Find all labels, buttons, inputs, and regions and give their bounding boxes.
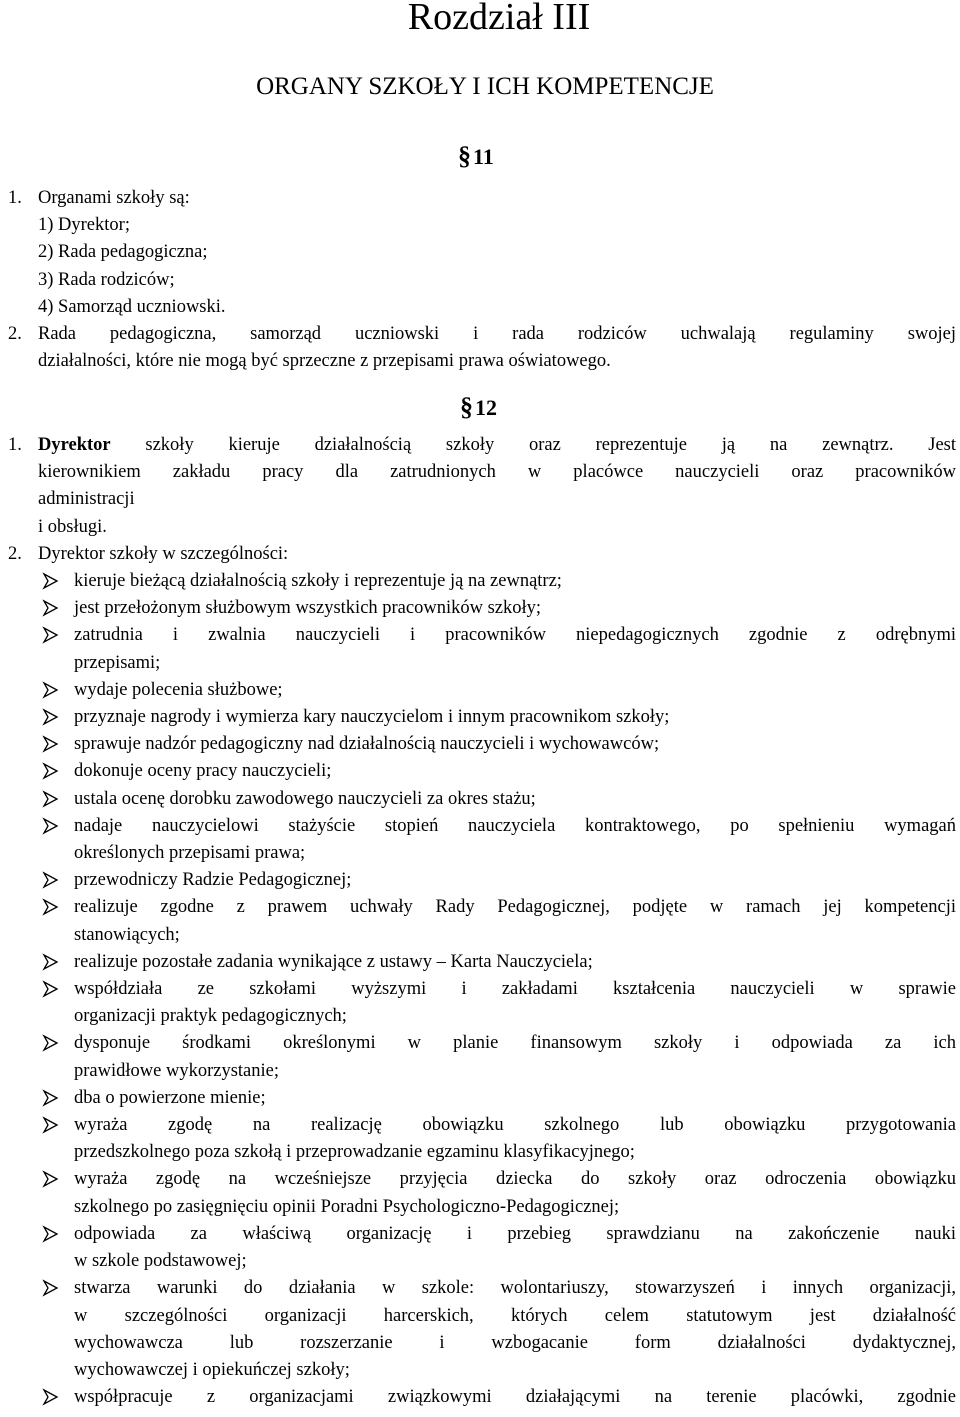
- bullet-line: dokonuje oceny pracy nauczycieli;: [74, 761, 332, 782]
- bullet-line: szkolnego po zasięgnięciu opinii Poradni Psychologiczno-Pedagogicznej;: [74, 1196, 620, 1217]
- list-item: [8, 595, 956, 622]
- bullet-line: określonych przepisami prawa;: [74, 843, 306, 864]
- list-item: [8, 704, 956, 731]
- bullet-line: odpowiada za właściwą organizację i przebieg sprawdzianu na zakończenie nauki: [74, 1223, 956, 1244]
- list-item: [8, 1221, 956, 1275]
- arrow-bullet-icon: [42, 762, 60, 780]
- arrow-bullet-icon: [42, 980, 60, 998]
- point-2: [8, 541, 956, 568]
- bullet-line: przedszkolnego poza szkołą i przeprowadzanie egzaminu klasyfikacyjnego;: [74, 1142, 635, 1163]
- list-item: [8, 894, 956, 948]
- point-2: [8, 321, 956, 348]
- bullet-line: współpracuje z organizacjami związkowymi działającymi na terenie placówki, zgodnie: [74, 1387, 956, 1408]
- point-text: Organami szkoły są:: [38, 188, 190, 208]
- arrow-bullet-icon: [42, 735, 60, 753]
- section-title: ORGANY SZKOŁY I ICH KOMPETENCJE: [256, 73, 714, 100]
- list-item: [8, 758, 956, 785]
- list-item: 2) Rada pedagogiczna;: [38, 242, 208, 263]
- bullet-line: wychowawczej i opiekuńczej szkoły;: [74, 1359, 350, 1380]
- point-line: administracji: [38, 489, 135, 510]
- point-number: 2.: [8, 324, 22, 345]
- list-item: [8, 949, 956, 976]
- list-item: [8, 867, 956, 894]
- point-line: działalności, które nie mogą być sprzeczne z przepisami prawa oświatowego.: [38, 351, 611, 372]
- arrow-bullet-icon: [42, 1170, 60, 1188]
- bullet-line: dysponuje środkami określonymi w planie finansowym szkoły i odpowiada za ich: [74, 1033, 956, 1054]
- bullet-line: stanowiących;: [74, 924, 180, 945]
- arrow-bullet-icon: [42, 1388, 60, 1406]
- arrow-bullet-icon: [42, 681, 60, 699]
- list-item: [8, 677, 956, 704]
- point-line: szkoły kieruje działalnością szkoły oraz reprezentuje ją na zewnątrz. Jest: [145, 435, 957, 455]
- point-line: Rada pedagogiczna, samorząd uczniowski i rada rodziców uchwalają regulaminy swojej: [38, 324, 956, 345]
- point-text: Dyrektor szkoły w szczególności:: [38, 543, 289, 564]
- bullet-line: realizuje pozostałe zadania wynikające z ustawy – Karta Nauczyciela;: [74, 951, 593, 972]
- bullet-line: organizacji praktyk pedagogicznych;: [74, 1006, 347, 1027]
- bullet-line: wyraża zgodę na wcześniejsze przyjęcia dziecka do szkoły oraz odroczenia obowiązku: [74, 1169, 956, 1190]
- point-1: [8, 185, 956, 212]
- point-number: 2.: [8, 543, 22, 564]
- director-lead: Dyrektor: [38, 435, 111, 455]
- director-duties-list: [8, 568, 956, 1411]
- paragraph-12-body: [8, 432, 956, 1411]
- bullet-line: nadaje nauczycielowi stażyście stopień nauczyciela kontraktowego, po spełnieniu wymagań: [74, 815, 956, 836]
- bullet-line: zatrudnia i zwalnia nauczycieli i pracowników niepedagogicznych zgodnie z odrębnymi: [74, 625, 956, 646]
- bullet-line: w szczególności organizacji harcerskich, których celem statutowym jest działalność: [74, 1305, 956, 1326]
- arrow-bullet-icon: [42, 790, 60, 808]
- list-item: [8, 976, 956, 1030]
- arrow-bullet-icon: [42, 871, 60, 889]
- bullet-line: przewodniczy Radzie Pedagogicznej;: [74, 870, 352, 891]
- arrow-bullet-icon: [42, 1116, 60, 1134]
- list-item: [8, 786, 956, 813]
- bullet-line: wyraża zgodę na realizację obowiązku szkolnego lub obowiązku przygotowania: [74, 1115, 956, 1136]
- bullet-line: dba o powierzone mienie;: [74, 1087, 266, 1108]
- bullet-line: sprawuje nadzór pedagogiczny nad działalnością nauczycieli i wychowawców;: [74, 734, 660, 755]
- list-item: [8, 622, 956, 676]
- arrow-bullet-icon: [42, 953, 60, 971]
- list-item: [8, 1085, 956, 1112]
- point-line: kierownikiem zakładu pracy dla zatrudnionych w placówce nauczycieli oraz pracowników: [38, 462, 956, 483]
- list-item: 1) Dyrektor;: [38, 215, 130, 236]
- chapter-title: Rozdział III: [407, 0, 591, 38]
- bullet-line: realizuje zgodne z prawem uchwały Rady Pedagogicznej, podjęte w ramach jej kompetencji: [74, 897, 956, 918]
- point-1: [8, 432, 956, 459]
- list-item: 4) Samorząd uczniowski.: [38, 296, 226, 317]
- bullet-line: prawidłowe wykorzystanie;: [74, 1060, 279, 1081]
- bullet-line: kieruje bieżącą działalnością szkoły i reprezentuje ją na zewnątrz;: [74, 571, 562, 592]
- list-item: [8, 1112, 956, 1166]
- list-item: [8, 568, 956, 595]
- list-item: [8, 1030, 956, 1084]
- list-item: [8, 1384, 956, 1411]
- bullet-line: przyznaje nagrody i wymierza kary nauczycielom i innym pracownikom szkoły;: [74, 707, 670, 728]
- paragraph-sign-12: [460, 392, 497, 423]
- bullet-line: przepisami;: [74, 652, 161, 673]
- arrow-bullet-icon: [42, 1225, 60, 1243]
- bullet-line: ustala ocenę dorobku zawodowego nauczycieli za okres stażu;: [74, 788, 536, 809]
- bullet-line: stwarza warunki do działania w szkole: wolontariuszy, stowarzyszeń i innych organizacji,: [74, 1278, 956, 1299]
- arrow-bullet-icon: [42, 1034, 60, 1052]
- point-line: i obsługi.: [38, 516, 107, 537]
- list-item: [8, 731, 956, 758]
- paragraph-number: 12: [475, 395, 497, 420]
- arrow-bullet-icon: [42, 708, 60, 726]
- bullet-line: jest przełożonym służbowym wszystkich pracowników szkoły;: [74, 598, 542, 619]
- bullet-line: wychowawcza lub rozszerzanie i wzbogacanie form działalności dydaktycznej,: [74, 1332, 956, 1353]
- paragraph-number: 11: [473, 144, 494, 169]
- arrow-bullet-icon: [42, 1089, 60, 1107]
- arrow-bullet-icon: [42, 626, 60, 644]
- point-number: 1.: [8, 188, 22, 208]
- arrow-bullet-icon: [42, 817, 60, 835]
- section-sign-icon: §: [460, 392, 473, 421]
- paragraph-sign-11: [458, 141, 494, 172]
- arrow-bullet-icon: [42, 572, 60, 590]
- list-item: 3) Rada rodziców;: [38, 269, 175, 290]
- list-item: [8, 813, 956, 867]
- list-item: [8, 1166, 956, 1220]
- arrow-bullet-icon: [42, 1279, 60, 1297]
- bullet-line: w szkole podstawowej;: [74, 1251, 247, 1272]
- bullet-line: wydaje polecenia służbowe;: [74, 679, 283, 700]
- paragraph-11-body: [8, 185, 956, 375]
- list-item: [8, 1275, 956, 1384]
- arrow-bullet-icon: [42, 599, 60, 617]
- section-sign-icon: §: [458, 141, 471, 170]
- arrow-bullet-icon: [42, 898, 60, 916]
- bullet-line: współdziała ze szkołami wyższymi i zakładami kształcenia nauczycieli w sprawie: [74, 979, 956, 1000]
- point-number: 1.: [8, 435, 22, 455]
